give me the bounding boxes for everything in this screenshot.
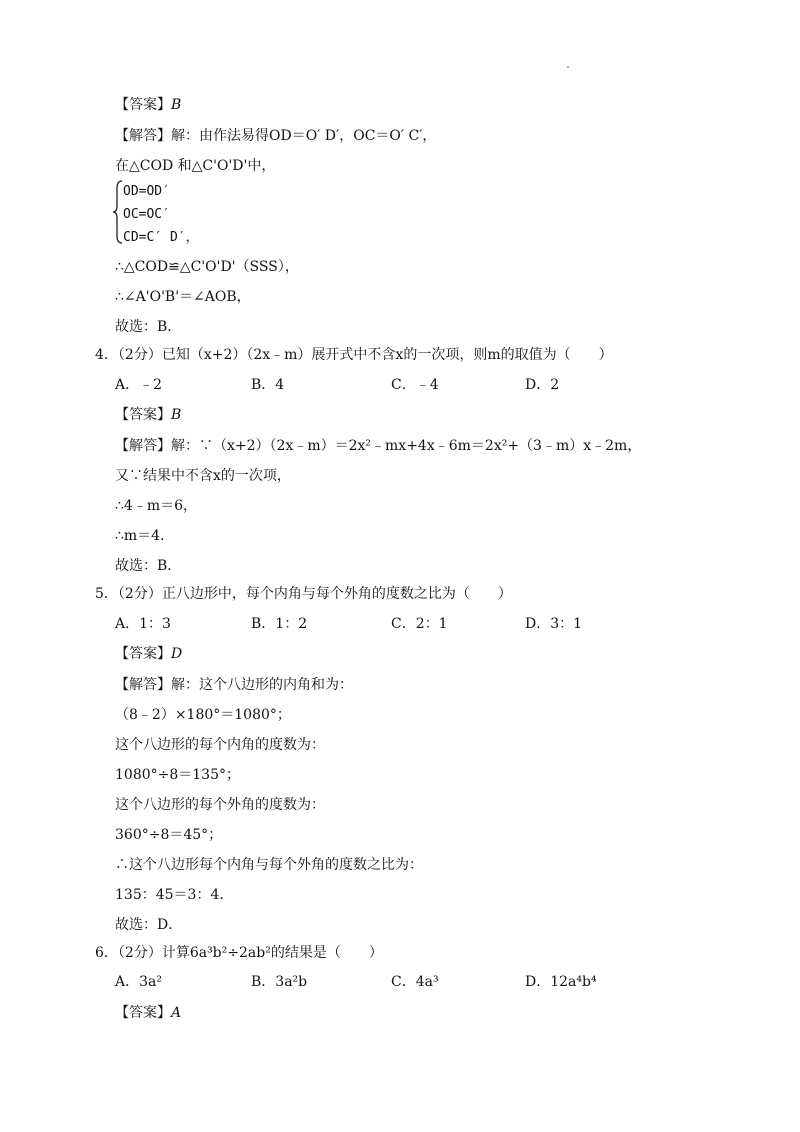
q4-option-c: C．﹣4 <box>391 377 439 393</box>
q5-answer <box>115 644 182 664</box>
q5-stem: 5．（2分）正八边形中，每个内角与每个外角的度数之比为（ ） <box>95 586 512 602</box>
q3-answer <box>115 95 181 115</box>
q6-option-b: B．3a²b <box>251 974 308 990</box>
system-eq-3: CD=C′ D′， <box>123 230 199 245</box>
q3-solution-line3: ∴△COD≌△C'O'D'（SSS）， <box>115 259 299 275</box>
q5-option-b: B．1：2 <box>251 616 308 632</box>
q5-solution-line2: （8﹣2）×180°＝1080°； <box>115 707 291 723</box>
q5-solution-line6: 360°÷8＝45°； <box>115 827 223 843</box>
q6-option-a: A．3a² <box>115 974 162 990</box>
solution-label: 【解答】 <box>115 128 171 144</box>
q3-solution-line2: 在△COD 和△C'O'D'中， <box>115 158 276 174</box>
q4-option-d: D．2 <box>525 377 560 393</box>
q5-solution-line8: 135：45＝3：4． <box>115 887 234 903</box>
q4-option-a: A．﹣2 <box>115 377 163 393</box>
system-eq-1: OD=OD′ <box>123 184 170 199</box>
q6-option-d: D．12a⁴b⁴ <box>525 974 597 990</box>
q4-option-b: B．4 <box>251 377 285 393</box>
q5-conclusion: 故选：D． <box>115 917 183 933</box>
answer-value: A <box>171 1005 182 1021</box>
q6-answer <box>115 1003 181 1023</box>
solution-text: 解：∵（x+2）（2x﹣m）＝2x²﹣mx+4x﹣6m＝2x²+（3﹣m）x﹣2m， <box>171 438 642 454</box>
q4-answer <box>115 405 181 425</box>
equation-brace <box>113 180 123 244</box>
q3-solution-line1 <box>115 126 436 146</box>
solution-label: 【解答】 <box>115 677 171 693</box>
system-eq-2: OC=OC′ <box>123 207 170 222</box>
solution-text: 解：这个八边形的内角和为： <box>171 677 353 693</box>
q6-stem: 6．（2分）计算6a³b²÷2ab²的结果是（ ） <box>95 945 383 961</box>
q4-stem: 4．（2分）已知（x+2）（2x﹣m）展开式中不含x的一次项，则m的取值为（ ） <box>95 347 613 363</box>
q5-option-d: D．3：1 <box>525 616 583 632</box>
answer-value: B <box>171 407 182 423</box>
q5-option-a: A．1：3 <box>115 616 171 632</box>
q5-solution-line1 <box>115 675 353 695</box>
answer-value: B <box>171 97 182 113</box>
answer-label: 【答案】 <box>115 1005 171 1021</box>
answer-label: 【答案】 <box>115 407 171 423</box>
q3-solution-line4: ∴∠A'O'B'＝∠AOB， <box>115 289 251 305</box>
answer-value: D <box>171 646 183 662</box>
q5-option-c: C．2：1 <box>391 616 448 632</box>
q5-solution-line3: 这个八边形的每个内角的度数为： <box>115 737 325 753</box>
scan-dot <box>567 66 569 68</box>
q5-solution-line4: 1080°÷8＝135°； <box>115 767 240 783</box>
q4-solution-line4: ∴m＝4． <box>115 528 175 544</box>
q4-conclusion: 故选：B． <box>115 558 182 574</box>
q4-solution-line1 <box>115 436 641 456</box>
solution-label: 【解答】 <box>115 438 171 454</box>
q5-solution-line7: ∴这个八边形每个内角与每个外角的度数之比为： <box>115 857 423 873</box>
q4-solution-line3: ∴4﹣m＝6， <box>115 498 197 514</box>
solution-text: 解：由作法易得OD＝O′ D′，OC＝O′ C′， <box>171 128 437 144</box>
q4-solution-line2: 又∵结果中不含x的一次项， <box>115 468 291 484</box>
q3-conclusion: 故选：B． <box>115 319 182 335</box>
q6-option-c: C．4a³ <box>391 974 439 990</box>
q5-solution-line5: 这个八边形的每个外角的度数为： <box>115 797 325 813</box>
answer-label: 【答案】 <box>115 646 171 662</box>
answer-label: 【答案】 <box>115 97 171 113</box>
